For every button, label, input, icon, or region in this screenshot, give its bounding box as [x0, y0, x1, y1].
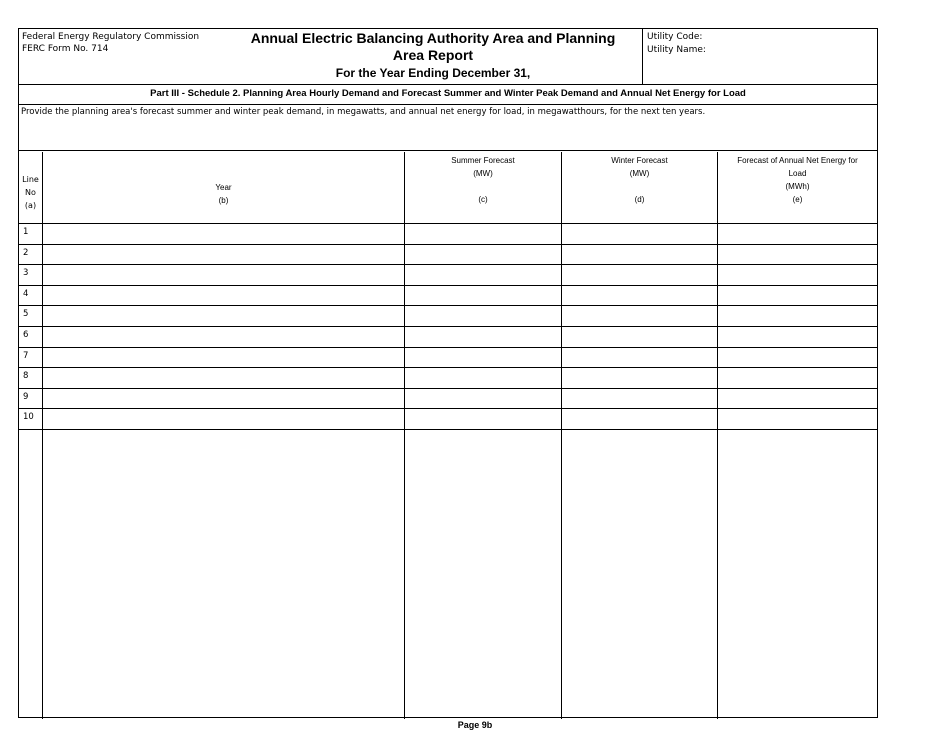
winter-forecast-cell[interactable] [562, 306, 718, 326]
net-energy-cell[interactable] [718, 389, 877, 409]
year-cell[interactable] [43, 265, 405, 285]
net-energy-cell[interactable] [718, 224, 877, 244]
winter-forecast-cell[interactable] [562, 348, 718, 368]
col-energy-unit: (MWh) [785, 182, 810, 191]
year-cell[interactable] [43, 368, 405, 388]
form-header [19, 29, 877, 85]
table-row [19, 245, 877, 266]
year-cell[interactable] [43, 286, 405, 306]
winter-forecast-cell[interactable] [562, 286, 718, 306]
instructions: Provide the planning area's forecast summer and winter peak demand, in megawatts, and annual net energy for load, in megawatthours, for the next ten years. [19, 105, 877, 151]
col-year-code: (b) [218, 196, 229, 205]
line-number: 8 [19, 368, 43, 388]
blank-summer-cell[interactable] [405, 430, 562, 719]
col-line-label: Line [22, 175, 39, 184]
blank-winter-cell[interactable] [562, 430, 718, 719]
title-line-2: Area Report [392, 47, 474, 63]
table-row [19, 286, 877, 307]
col-summer-label: Summer Forecast [451, 156, 515, 165]
col-line-code: (a) [24, 201, 37, 210]
summer-forecast-cell[interactable] [405, 245, 562, 265]
summer-forecast-cell[interactable] [405, 306, 562, 326]
net-energy-cell[interactable] [718, 409, 877, 429]
year-cell[interactable] [43, 245, 405, 265]
line-number: 5 [19, 306, 43, 326]
agency-block [22, 31, 199, 55]
table-row [19, 389, 877, 410]
net-energy-cell[interactable] [718, 348, 877, 368]
winter-forecast-cell[interactable] [562, 224, 718, 244]
report-subtitle: For the Year Ending December 31, [335, 66, 531, 80]
line-number: 9 [19, 389, 43, 409]
year-cell[interactable] [43, 327, 405, 347]
net-energy-cell[interactable] [718, 245, 877, 265]
col-line-label-2: No [25, 188, 36, 197]
summer-forecast-cell[interactable] [405, 409, 562, 429]
summer-forecast-cell[interactable] [405, 265, 562, 285]
net-energy-cell[interactable] [718, 306, 877, 326]
blank-energy-cell[interactable] [718, 430, 877, 719]
col-winter-unit: (MW) [629, 169, 650, 178]
winter-forecast-cell[interactable] [562, 389, 718, 409]
winter-forecast-cell[interactable] [562, 265, 718, 285]
summer-forecast-cell[interactable] [405, 327, 562, 347]
col-year-label: Year [215, 183, 232, 192]
table-row [19, 265, 877, 286]
col-energy-label: Forecast of Annual Net Energy for [737, 156, 858, 165]
column-header-row [19, 152, 877, 224]
form-number: FERC Form No. 714 [22, 44, 109, 54]
table-blank-area [19, 430, 877, 719]
summer-forecast-cell[interactable] [405, 224, 562, 244]
col-winter-header [562, 152, 718, 223]
summer-forecast-cell[interactable] [405, 286, 562, 306]
winter-forecast-cell[interactable] [562, 327, 718, 347]
year-cell[interactable] [43, 348, 405, 368]
line-number: 3 [19, 265, 43, 285]
table-row [19, 368, 877, 389]
table-row [19, 306, 877, 327]
col-energy-label-2: Load [788, 169, 807, 178]
year-cell[interactable] [43, 409, 405, 429]
col-winter-code: (d) [634, 195, 645, 204]
line-number: 4 [19, 286, 43, 306]
part-title: Part III - Schedule 2. Planning Area Hourly Demand and Forecast Summer and Winter Peak Demand and Annual Net Energy for Load [19, 84, 877, 105]
col-summer-code: (c) [478, 195, 488, 204]
table-row [19, 224, 877, 245]
winter-forecast-cell[interactable] [562, 245, 718, 265]
year-cell[interactable] [43, 224, 405, 244]
line-number: 10 [19, 409, 43, 429]
col-line-header [19, 152, 43, 223]
winter-forecast-cell[interactable] [562, 409, 718, 429]
page-number: Page 9b [457, 720, 493, 730]
col-summer-header [405, 152, 562, 223]
table-row [19, 327, 877, 348]
net-energy-cell[interactable] [718, 265, 877, 285]
utility-info [642, 29, 877, 84]
summer-forecast-cell[interactable] [405, 368, 562, 388]
utility-code-label: Utility Code: [647, 32, 703, 42]
winter-forecast-cell[interactable] [562, 368, 718, 388]
col-energy-code: (e) [792, 195, 803, 204]
schedule-table [19, 152, 877, 719]
year-cell[interactable] [43, 389, 405, 409]
summer-forecast-cell[interactable] [405, 389, 562, 409]
net-energy-cell[interactable] [718, 327, 877, 347]
line-number: 1 [19, 224, 43, 244]
line-number: 7 [19, 348, 43, 368]
form [18, 28, 878, 718]
col-winter-label: Winter Forecast [611, 156, 668, 165]
col-year-header [43, 152, 405, 223]
col-energy-header [718, 152, 877, 223]
utility-name-label: Utility Name: [647, 45, 706, 55]
report-title [224, 30, 642, 81]
title-line-1: Annual Electric Balancing Authority Area and Planning [250, 30, 616, 46]
line-number: 6 [19, 327, 43, 347]
agency-name: Federal Energy Regulatory Commission [22, 32, 200, 42]
col-summer-unit: (MW) [473, 169, 493, 178]
line-number: 2 [19, 245, 43, 265]
net-energy-cell[interactable] [718, 286, 877, 306]
net-energy-cell[interactable] [718, 368, 877, 388]
summer-forecast-cell[interactable] [405, 348, 562, 368]
year-cell[interactable] [43, 306, 405, 326]
table-row [19, 348, 877, 369]
blank-year-cell[interactable] [43, 430, 405, 719]
table-row [19, 409, 877, 430]
